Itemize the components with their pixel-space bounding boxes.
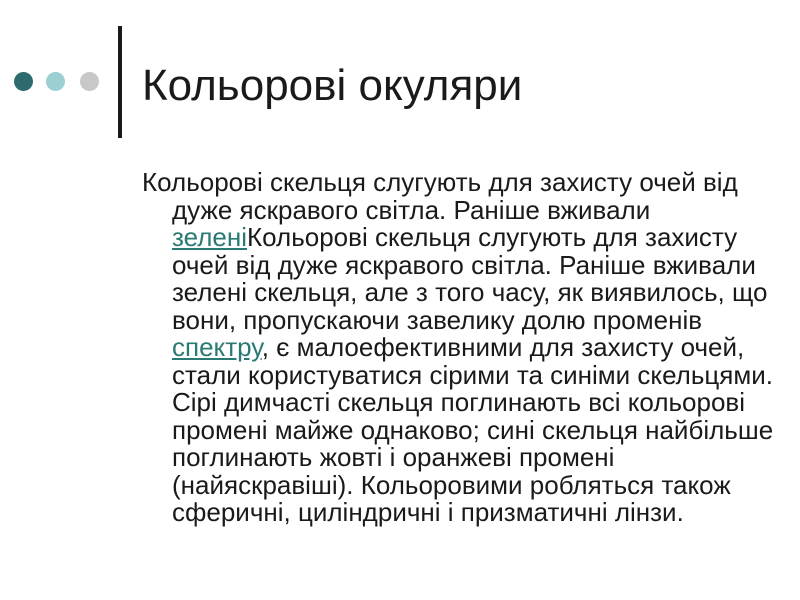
- slide-body-text: [142, 169, 784, 527]
- bullet-dot-gray: [80, 72, 99, 91]
- bullet-dot-light: [46, 72, 65, 91]
- body-text-part-1: Кольорові скельця слугують для захисту очей від дуже яскравого світла. Раніше вживали: [142, 167, 738, 225]
- link-spektru[interactable]: спектру: [172, 332, 262, 362]
- title-divider-line: [118, 26, 122, 138]
- link-zeleni[interactable]: зелені: [172, 222, 247, 252]
- bullet-dot-dark: [14, 72, 33, 91]
- slide-title: Кольорові окуляри: [142, 61, 523, 110]
- body-text-part-2: Кольорові скельця слугують для захисту очей від дуже яскравого світла. Раніше вживали зелені скельця, але з того часу, як виявилось, що вони, пропускаючи завелику долю променів: [172, 222, 768, 335]
- body-text-part-3: , є малоефективними для захисту очей, стали користуватися сірими та синіми скельцями. Сірі димчасті скельця поглинають всі кольорові промені майже однаково; сині скельця найбільше поглинають жовті і оранжеві промені (найяскравіші). Кольоровими робляться також сферичні, циліндричні і призматичні лінзи.: [172, 332, 774, 527]
